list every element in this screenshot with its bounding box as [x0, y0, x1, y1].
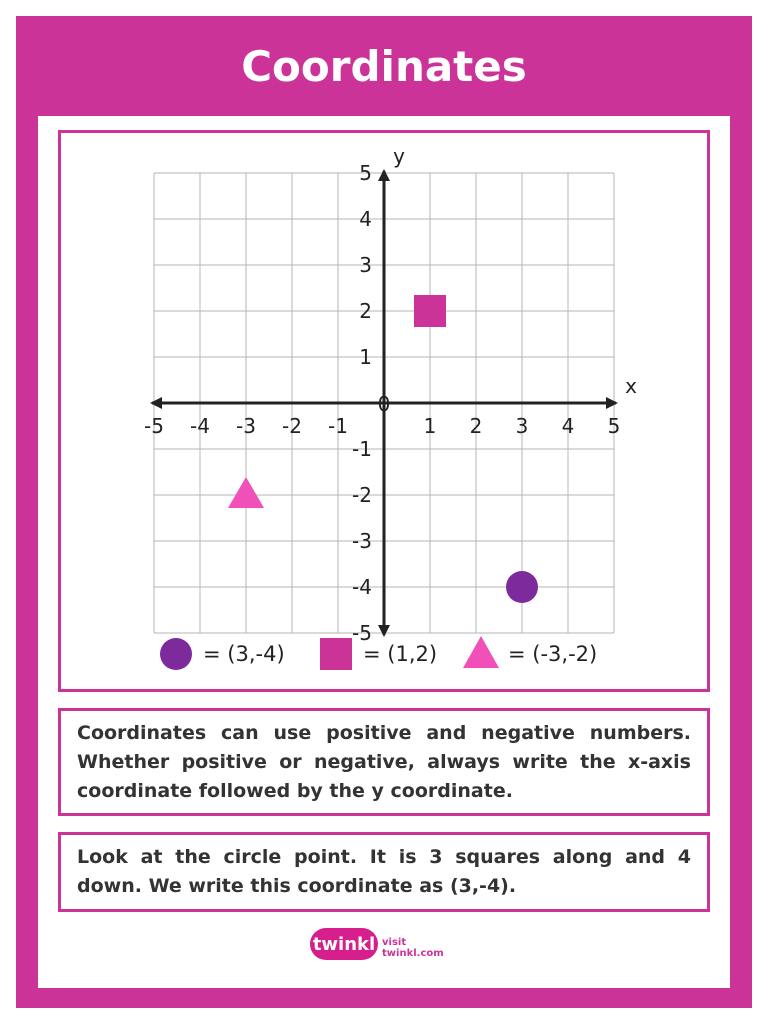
x-tick-label: -5	[144, 414, 164, 438]
x-tick-label: -4	[190, 414, 210, 438]
y-tick-label: 4	[359, 207, 372, 231]
legend-square-icon	[320, 638, 352, 670]
twinkl-logo-badge: twinkl	[310, 928, 378, 960]
y-tick-label: -5	[352, 621, 372, 645]
x-tick-label: 5	[607, 414, 621, 438]
y-tick-label: 1	[359, 345, 372, 369]
origin-label: 0	[377, 392, 391, 416]
y-tick-label: -2	[352, 483, 372, 507]
y-axis-arrow-up-icon	[378, 169, 390, 181]
x-tick-label: -1	[328, 414, 348, 438]
y-tick-label: 3	[359, 253, 372, 277]
legend-label: = (1,2)	[363, 642, 438, 666]
page-title: Coordinates	[241, 41, 527, 91]
x-axis-arrow-right-icon	[606, 397, 618, 409]
y-axis-arrow-down-icon	[378, 625, 390, 637]
x-tick-label: -2	[282, 414, 302, 438]
y-tick-label: 2	[359, 299, 372, 323]
x-tick-label: 1	[423, 414, 437, 438]
x-tick-label: -3	[236, 414, 256, 438]
legend-triangle-icon	[463, 636, 499, 668]
twinkl-logo[interactable]	[310, 928, 470, 964]
circle-icon	[506, 571, 538, 603]
x-tick-label: 3	[515, 414, 529, 438]
x-tick-label: 2	[469, 414, 483, 438]
coordinate-graph-panel	[58, 130, 710, 692]
twinkl-url[interactable]: visit twinkl.com	[382, 937, 444, 959]
x-axis-arrow-left-icon	[150, 397, 162, 409]
explanation-text: Coordinates can use positive and negative numbers. Whether positive or negative, always write the x-axis coordinate followed by the y coordinate.	[77, 722, 691, 802]
example-text: Look at the circle point. It is 3 squares along and 4 down. We write this coordinate as (3,-4).	[77, 846, 691, 897]
legend-label: = (3,-4)	[203, 642, 285, 666]
y-tick-label: -1	[352, 437, 372, 461]
coordinate-grid	[61, 133, 707, 689]
x-tick-label: 4	[561, 414, 575, 438]
legend-label: = (-3,-2)	[508, 642, 598, 666]
triangle-icon	[228, 477, 264, 508]
square-icon	[414, 295, 446, 327]
y-tick-label: -3	[352, 529, 372, 553]
y-axis-label: y	[393, 144, 405, 168]
explanation-panel	[58, 708, 710, 816]
y-tick-label: -4	[352, 575, 372, 599]
legend-circle-icon	[160, 638, 192, 670]
example-panel	[58, 832, 710, 912]
x-axis-label: x	[625, 374, 637, 398]
y-tick-label: 5	[359, 161, 372, 185]
